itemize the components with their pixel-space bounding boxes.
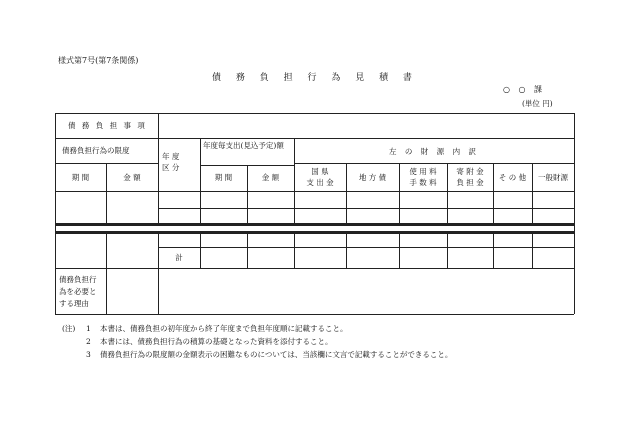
document-title: 債 務 負 担 行 為 見 積 書 xyxy=(212,73,418,83)
table-line xyxy=(55,268,574,269)
department-label: ○ ○ 課 xyxy=(503,85,546,94)
note-item xyxy=(62,322,452,335)
table-line xyxy=(447,233,448,268)
total-label: 計 xyxy=(175,253,183,262)
reason-label: 債務負担行為を必要とする理由 xyxy=(59,275,97,308)
debt-item-label: 債 務 負 担 事 項 xyxy=(68,121,147,130)
unit-label: (単位 円) xyxy=(522,99,553,108)
table-line xyxy=(158,208,574,209)
amount-header: 金 額 xyxy=(123,173,141,182)
annual-amount-header: 金 額 xyxy=(261,173,280,182)
note-number: 3 xyxy=(86,350,91,359)
annual-expense-label: 年度毎支出(見込予定)額 xyxy=(203,141,284,150)
national-pref-header: 国 県 xyxy=(311,167,329,176)
table-border-right xyxy=(574,113,575,314)
table-line xyxy=(158,138,159,223)
table-line xyxy=(346,163,347,223)
table-line xyxy=(106,268,107,314)
form-number: 様式第7号(第7条関係) xyxy=(58,56,139,65)
table-line xyxy=(55,191,574,192)
table-line xyxy=(158,247,574,248)
table-line xyxy=(532,233,533,268)
other-header: そ の 他 xyxy=(498,173,527,182)
table-border-top xyxy=(55,113,574,114)
table-line xyxy=(346,233,347,268)
note-item xyxy=(62,335,452,348)
contribution-header-2: 負 担 金 xyxy=(456,178,484,187)
fiscal-year-label: 年 度 xyxy=(162,152,180,161)
table-line xyxy=(106,163,107,223)
note-number: 2 xyxy=(86,337,91,346)
table-line xyxy=(399,233,400,268)
table-line xyxy=(106,233,107,268)
funding-breakdown-label: 左 の 財 源 内 訳 xyxy=(389,147,479,156)
table-divider-thick xyxy=(55,231,574,234)
table-divider-thick xyxy=(55,223,574,226)
note-text: 債務負担行為の限度額の金額表示の困難なものについては、当該欄に文言で記載することができること。 xyxy=(100,350,453,359)
table-line xyxy=(294,233,295,268)
table-line xyxy=(247,233,248,268)
table-border-left xyxy=(55,113,56,314)
notes-lead: (注) xyxy=(62,324,76,333)
fees-header-2: 手 数 料 xyxy=(409,178,437,187)
general-fund-header: 一般財源 xyxy=(538,173,568,182)
table-line xyxy=(55,138,574,139)
note-number: 1 xyxy=(86,324,91,333)
local-bond-header: 地 方 債 xyxy=(358,173,387,182)
fees-header: 使 用 料 xyxy=(409,167,437,176)
category-label: 区 分 xyxy=(162,163,180,172)
annual-period-header: 期 間 xyxy=(214,173,233,182)
table-line xyxy=(493,233,494,268)
table-line xyxy=(158,113,159,138)
note-text: 本書は、債務負担の初年度から終了年度まで負担年度順に記載すること。 xyxy=(100,324,348,333)
table-line xyxy=(532,163,533,223)
limit-header: 債務負担行為の限度 xyxy=(62,146,130,155)
table-line xyxy=(200,233,201,268)
note-item xyxy=(62,348,452,361)
period-header: 期 間 xyxy=(71,173,90,182)
note-text: 本書には、債務負担行為の積算の基礎となった資料を添付すること。 xyxy=(100,337,333,346)
table-line xyxy=(158,233,159,314)
notes-section xyxy=(62,322,452,361)
contribution-header: 寄 附 金 xyxy=(456,167,484,176)
national-pref-header-2: 支 出 金 xyxy=(306,178,334,187)
table-border-bottom xyxy=(55,314,574,315)
table-line xyxy=(493,163,494,223)
